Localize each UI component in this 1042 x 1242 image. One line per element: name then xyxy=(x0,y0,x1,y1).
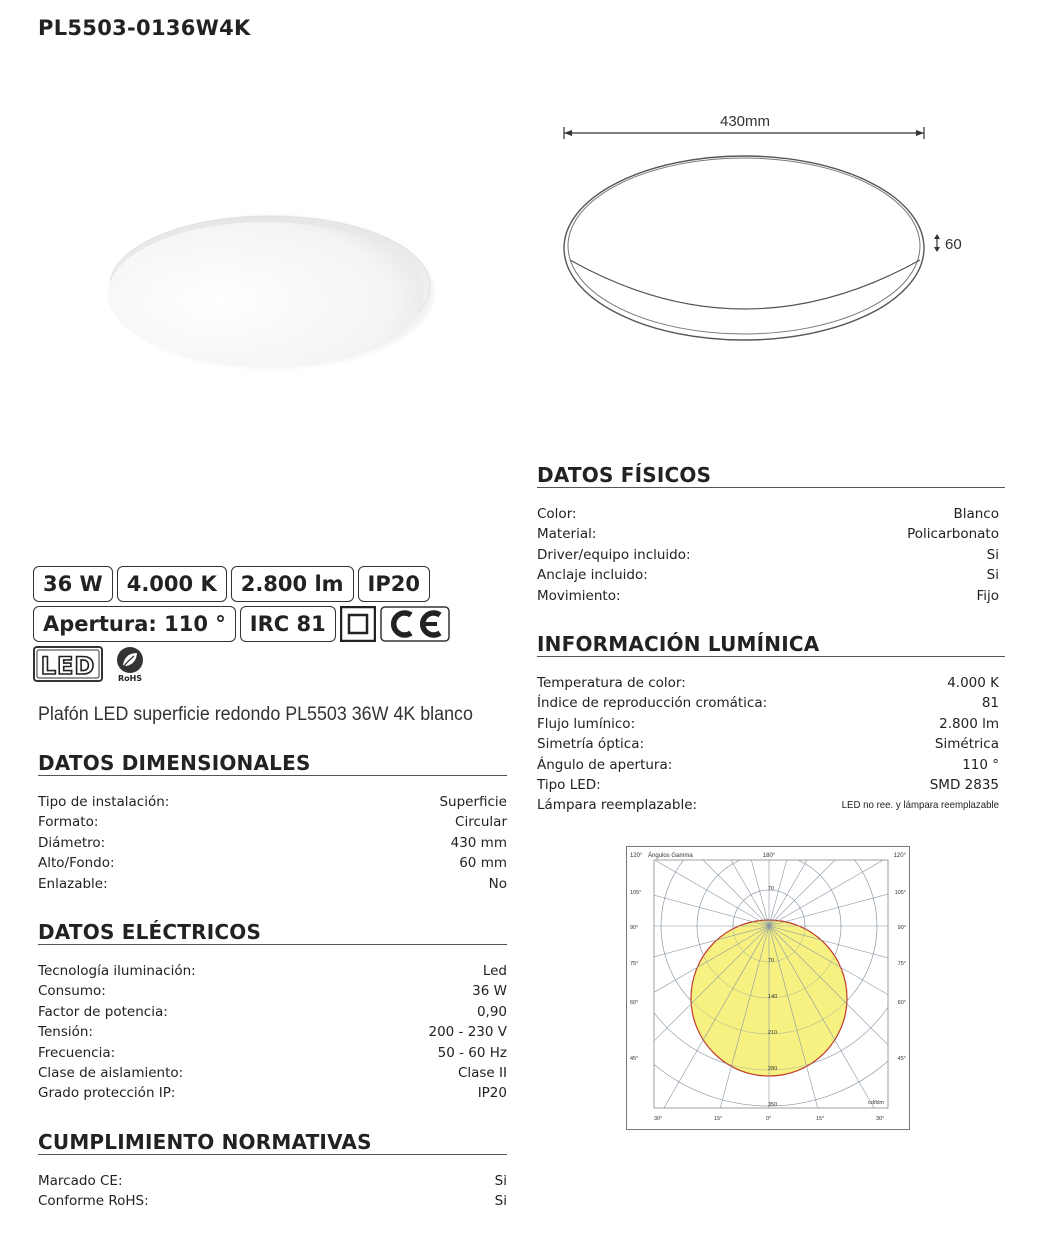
spec-label: Conforme RoHS: xyxy=(38,1193,149,1210)
spec-label: Clase de aislamiento: xyxy=(38,1064,184,1081)
product-description: Plafón LED superficie redondo PL5503 36W 4K blanco xyxy=(38,704,473,725)
page-title: PL5503-0136W4K xyxy=(38,16,251,40)
spec-label: Ángulo de apertura: xyxy=(537,756,673,773)
left-angle-label: 45° xyxy=(630,1056,639,1062)
right-angle-label: 45° xyxy=(897,1056,906,1062)
spec-label: Enlazable: xyxy=(38,875,108,892)
spec-value: Policarbonato xyxy=(907,526,999,543)
section-datos-fisicos xyxy=(537,463,1005,606)
spec-value: Si xyxy=(494,1173,507,1189)
spec-value: 430 mm xyxy=(450,834,507,851)
spec-list xyxy=(537,504,1005,606)
spec-label: Formato: xyxy=(38,814,99,831)
spec-label: Movimiento: xyxy=(537,587,621,604)
spec-list xyxy=(38,792,507,894)
spec-value: Led xyxy=(482,963,507,979)
spec-label: Tipo LED: xyxy=(537,776,601,793)
section-heading: CUMPLIMIENTO NORMATIVAS xyxy=(38,1130,507,1155)
spec-label: Color: xyxy=(537,506,577,522)
ip-rating-badge: IP20 xyxy=(358,566,430,602)
section-datos-dimensionales xyxy=(38,751,507,894)
spec-label: Material: xyxy=(537,526,597,543)
right-angle-label: 105° xyxy=(894,890,906,896)
radial-value-label: 70 xyxy=(768,886,775,892)
spec-value: Simétrica xyxy=(934,736,999,753)
rohs-leaf-icon xyxy=(113,646,147,682)
bottom-angle-label: 15° xyxy=(816,1116,825,1122)
spec-row xyxy=(38,981,507,1001)
spec-value: 81 xyxy=(981,695,999,712)
spec-value: 4.000 K xyxy=(947,675,999,691)
polar-light-distribution-diagram xyxy=(626,846,910,1130)
polar-header-right: 120° xyxy=(893,853,906,859)
spec-row xyxy=(38,1022,507,1042)
bottom-angle-label: 30° xyxy=(876,1116,885,1122)
led-logo-text: LED xyxy=(40,652,96,680)
width-dimension-label: 430mm xyxy=(719,113,771,130)
right-angle-label: 60° xyxy=(897,1000,906,1006)
spec-value: Superficie xyxy=(439,794,507,810)
ce-mark-icon xyxy=(380,606,450,642)
rohs-label: RoHS xyxy=(117,674,143,683)
spec-value: Si xyxy=(986,567,999,584)
spec-label: Tensión: xyxy=(38,1024,93,1041)
cri-badge: IRC 81 xyxy=(240,606,336,642)
right-angle-label: 75° xyxy=(897,961,906,967)
spec-label: Consumo: xyxy=(38,983,106,1000)
left-angle-label: 60° xyxy=(630,1000,639,1006)
radial-value-label: 210 xyxy=(768,1030,778,1036)
spec-label: Flujo lumínico: xyxy=(537,715,636,732)
bottom-angle-label: 30° xyxy=(654,1116,663,1122)
section-heading: DATOS FÍSICOS xyxy=(537,463,1005,488)
spec-row xyxy=(38,1002,507,1022)
spec-value: 200 - 230 V xyxy=(428,1024,507,1041)
spec-value: 36 W xyxy=(472,983,507,1000)
spec-row xyxy=(537,795,999,815)
spec-row xyxy=(38,1083,507,1103)
polar-header-left: 120° xyxy=(630,853,643,859)
spec-row xyxy=(537,524,999,544)
section-heading: DATOS ELÉCTRICOS xyxy=(38,920,507,945)
power-badge: 36 W xyxy=(33,566,113,602)
bottom-angle-label: 0° xyxy=(766,1116,772,1122)
section-heading: INFORMACIÓN LUMÍNICA xyxy=(537,632,1005,657)
lumens-badge: 2.800 lm xyxy=(231,566,354,602)
radial-value-label: 70 xyxy=(768,958,775,964)
spec-row xyxy=(38,961,507,981)
spec-value: Clase II xyxy=(457,1064,507,1081)
spec-row xyxy=(537,734,999,754)
spec-row xyxy=(38,1191,507,1211)
left-angle-label: 75° xyxy=(630,961,639,967)
spec-list xyxy=(38,1171,507,1212)
spec-value: Circular xyxy=(455,814,507,831)
spec-value: 0,90 xyxy=(476,1003,507,1020)
spec-row xyxy=(537,693,999,713)
spec-badges-row-2 xyxy=(33,606,450,642)
spec-label: Grado protección IP: xyxy=(38,1085,176,1102)
section-heading: DATOS DIMENSIONALES xyxy=(38,751,507,776)
left-angle-label: 90° xyxy=(630,925,639,931)
radial-value-label: 350 xyxy=(768,1102,778,1108)
left-angle-label: 105° xyxy=(630,890,642,896)
spec-value: Blanco xyxy=(953,506,999,522)
polar-header-title: Ángulos Gamma xyxy=(648,853,693,859)
height-dimension-label: 60 xyxy=(945,236,962,253)
spec-row xyxy=(537,714,999,734)
spec-value: LED no ree. y lámpara reemplazable xyxy=(841,799,999,812)
class-ii-double-square-icon xyxy=(340,606,376,642)
radial-value-label: 280 xyxy=(768,1066,778,1072)
spec-row xyxy=(537,673,999,693)
section-datos-electricos xyxy=(38,920,507,1104)
spec-label: Índice de reproducción cromática: xyxy=(537,695,768,712)
spec-row xyxy=(38,1043,507,1063)
spec-row xyxy=(38,1171,507,1191)
spec-label: Factor de potencia: xyxy=(38,1003,168,1020)
spec-value: Si xyxy=(494,1193,507,1210)
section-informacion-luminica xyxy=(537,632,1005,816)
color-temp-badge: 4.000 K xyxy=(117,566,227,602)
spec-value: 110 ° xyxy=(962,756,999,773)
spec-value: IP20 xyxy=(477,1085,507,1102)
spec-label: Frecuencia: xyxy=(38,1044,116,1061)
spec-row xyxy=(537,775,999,795)
spec-label: Temperatura de color: xyxy=(537,675,686,691)
right-angle-label: 90° xyxy=(897,925,906,931)
spec-value: Si xyxy=(986,546,999,563)
spec-value: 2.800 lm xyxy=(939,715,999,732)
spec-label: Lámpara reemplazable: xyxy=(537,797,698,814)
spec-row xyxy=(38,792,507,812)
product-photo xyxy=(100,200,440,400)
spec-label: Tecnología iluminación: xyxy=(38,963,196,979)
spec-value: Fijo xyxy=(976,587,999,604)
unit-label: cd/klm xyxy=(868,1100,884,1106)
polar-header-center: 180° xyxy=(762,853,776,859)
spec-row xyxy=(537,565,999,585)
spec-label: Tipo de instalación: xyxy=(38,794,170,810)
bottom-angle-label: 15° xyxy=(714,1116,723,1122)
spec-label: Marcado CE: xyxy=(38,1173,123,1189)
dimension-drawing xyxy=(548,100,988,360)
spec-value: 50 - 60 Hz xyxy=(437,1044,507,1061)
beam-angle-badge: Apertura: 110 ° xyxy=(33,606,236,642)
spec-value: SMD 2835 xyxy=(929,776,999,793)
spec-row xyxy=(38,1063,507,1083)
spec-label: Anclaje incluido: xyxy=(537,567,648,584)
spec-row xyxy=(537,755,999,775)
spec-row xyxy=(537,504,999,524)
spec-row xyxy=(38,812,507,832)
spec-label: Diámetro: xyxy=(38,834,106,851)
spec-row xyxy=(38,874,507,894)
spec-row xyxy=(537,545,999,565)
radial-value-label: 140 xyxy=(768,994,778,1000)
spec-row xyxy=(537,586,999,606)
spec-value: 60 mm xyxy=(459,855,507,872)
spec-row xyxy=(38,833,507,853)
spec-row xyxy=(38,853,507,873)
led-logo-icon xyxy=(33,646,103,682)
spec-label: Driver/equipo incluido: xyxy=(537,546,691,563)
spec-badges-row-1 xyxy=(33,566,430,602)
spec-value: No xyxy=(488,875,507,892)
spec-label: Alto/Fondo: xyxy=(38,855,115,872)
section-cumplimiento-normativas xyxy=(38,1130,507,1212)
spec-list xyxy=(38,961,507,1104)
spec-label: Simetría óptica: xyxy=(537,736,645,753)
spec-list xyxy=(537,673,1005,816)
logo-row xyxy=(33,646,147,682)
